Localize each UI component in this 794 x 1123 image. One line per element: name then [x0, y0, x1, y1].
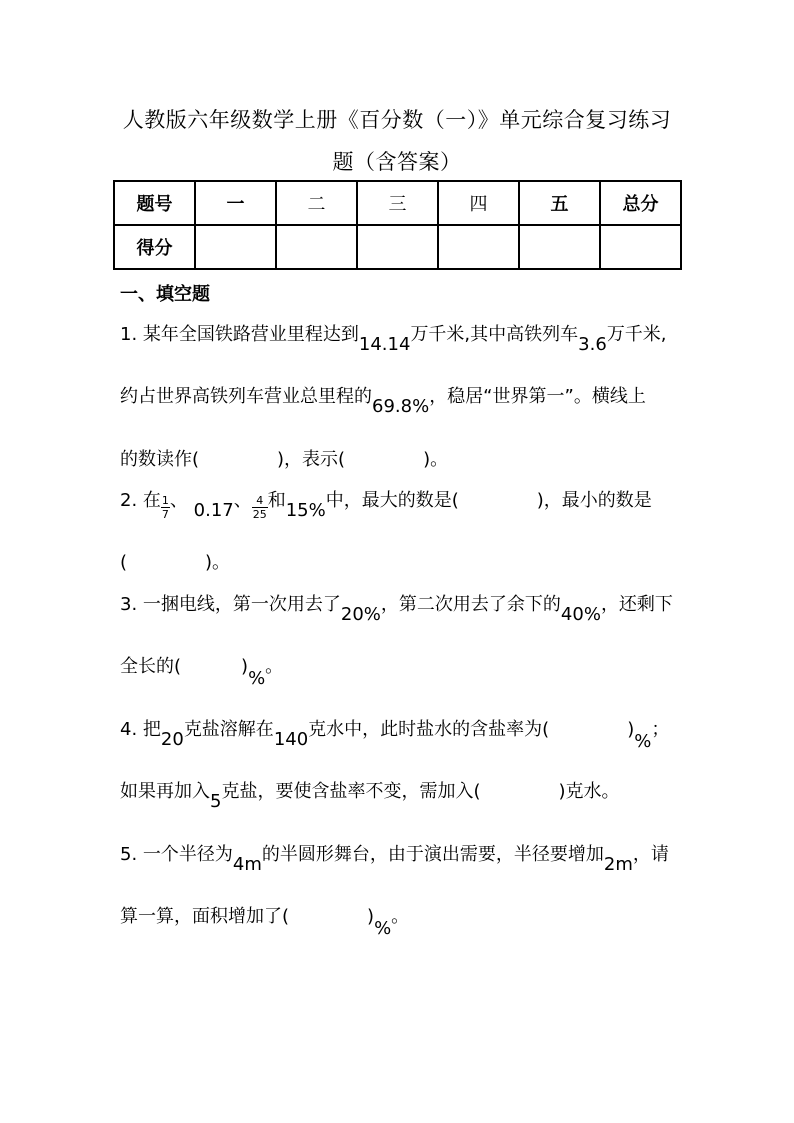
section-title: 一、填空题	[120, 284, 210, 305]
q1-text: 1. 某年全国铁路营业里程达到	[120, 324, 359, 345]
q4-text: )	[627, 719, 635, 740]
q2-value-decimal: 0.17	[193, 500, 234, 521]
q2-separator: 、	[169, 490, 188, 511]
q3-value-second: 40%	[560, 604, 601, 625]
q2-line2	[120, 548, 230, 574]
q4-text: 克盐，要使含盐率不变，需加入(	[221, 781, 481, 802]
q3-text: 全长的(	[120, 656, 182, 677]
q4-value-salt: 20	[160, 729, 184, 750]
score-cell[interactable]	[600, 225, 681, 269]
fraction-denominator: 7	[161, 507, 169, 521]
q4-text: ；	[651, 719, 670, 740]
q2-separator: 、	[233, 490, 252, 511]
header-cell-3: 三	[357, 181, 438, 225]
q4-value-extra-salt: 5	[210, 791, 222, 812]
header-cell-2: 二	[276, 181, 357, 225]
q1-value-highspeed: 3.6	[578, 334, 607, 355]
q3-text: 3. 一捆电线，第一次用去了	[120, 594, 341, 615]
q4-text: 如果再加入	[120, 781, 210, 802]
q3-line2	[120, 652, 284, 689]
fraction-numerator: 4	[252, 494, 268, 508]
score-cell[interactable]	[519, 225, 600, 269]
q1-line3	[120, 445, 448, 471]
percent-sign: %	[634, 731, 652, 752]
q1-text: 的数读作(	[120, 449, 200, 470]
score-cell[interactable]	[195, 225, 276, 269]
q4-line1	[120, 715, 670, 752]
q1-value-mileage: 14.14	[358, 334, 411, 355]
q3-value-first: 20%	[340, 604, 381, 625]
q5-text: 算一算，面积增加了(	[120, 906, 290, 927]
q4-value-water: 140	[273, 729, 309, 750]
q4-text: 4. 把	[120, 719, 161, 740]
q2-text: 中，最大的数是(	[325, 490, 459, 511]
q5-text: )	[367, 906, 375, 927]
q1-text: 万千米,	[606, 324, 667, 345]
q4-text: 克盐溶解在	[183, 719, 274, 740]
q5-line1	[120, 840, 669, 875]
q1-text: 约占世界高铁列车营业总里程的	[120, 386, 372, 407]
q4-text: )克水。	[558, 781, 620, 802]
fraction-numerator: 1	[161, 493, 169, 507]
q5-text: 的半圆形舞台，由于演出需要，半径要增加	[261, 844, 604, 865]
q1-text: )，表示(	[277, 449, 346, 470]
score-table-header-row	[114, 181, 681, 225]
q2-text: 和	[267, 490, 286, 511]
q1-text: )。	[423, 449, 449, 470]
q2-text: (	[120, 552, 128, 573]
q3-text: 。	[265, 656, 284, 677]
header-cell-label: 题号	[114, 181, 195, 225]
q5-text: 5. 一个半径为	[120, 844, 233, 865]
q2-line1	[120, 486, 652, 521]
q1-line2	[120, 382, 646, 417]
q3-line1	[120, 590, 673, 625]
score-cell[interactable]	[276, 225, 357, 269]
q3-text: ，第二次用去了余下的	[380, 594, 561, 615]
q4-line2	[120, 777, 620, 812]
q5-value-radius: 4m	[232, 854, 262, 875]
q3-text: )	[241, 656, 249, 677]
q3-text: ，还剩下	[600, 594, 673, 615]
percent-sign: %	[374, 918, 392, 939]
fraction-one-seventh	[161, 494, 170, 521]
q1-value-percent: 69.8%	[372, 396, 430, 417]
doc-title-line2: 题（含答案）	[332, 150, 462, 174]
fraction-four-twentyfifths	[252, 494, 268, 521]
q5-text: ，请	[632, 844, 669, 865]
header-cell-1: 一	[195, 181, 276, 225]
q2-text: )，最小的数是	[536, 490, 652, 511]
header-cell-total: 总分	[600, 181, 681, 225]
q5-line2	[120, 902, 410, 939]
q2-value-percent: 15%	[285, 500, 326, 521]
q2-text: 2. 在	[120, 490, 161, 511]
q1-text: 万千米,其中高铁列车	[410, 324, 579, 345]
q5-value-increase: 2m	[603, 854, 633, 875]
row-label-score: 得分	[114, 225, 195, 269]
percent-sign: %	[248, 668, 266, 689]
score-cell[interactable]	[438, 225, 519, 269]
fraction-denominator: 25	[252, 507, 267, 521]
score-table	[113, 180, 682, 270]
header-cell-4: 四	[438, 181, 519, 225]
score-cell[interactable]	[357, 225, 438, 269]
header-cell-5: 五	[519, 181, 600, 225]
q2-text: )。	[205, 552, 231, 573]
score-table-score-row	[114, 225, 681, 269]
q1-text: ，稳居“世界第一”。横线上	[429, 386, 646, 407]
q1-line1	[120, 320, 667, 355]
q4-text: 克水中，此时盐水的含盐率为(	[308, 719, 550, 740]
doc-title-line1: 人教版六年级数学上册《百分数（一）》单元综合复习练习	[122, 108, 672, 132]
q5-text: 。	[391, 906, 410, 927]
